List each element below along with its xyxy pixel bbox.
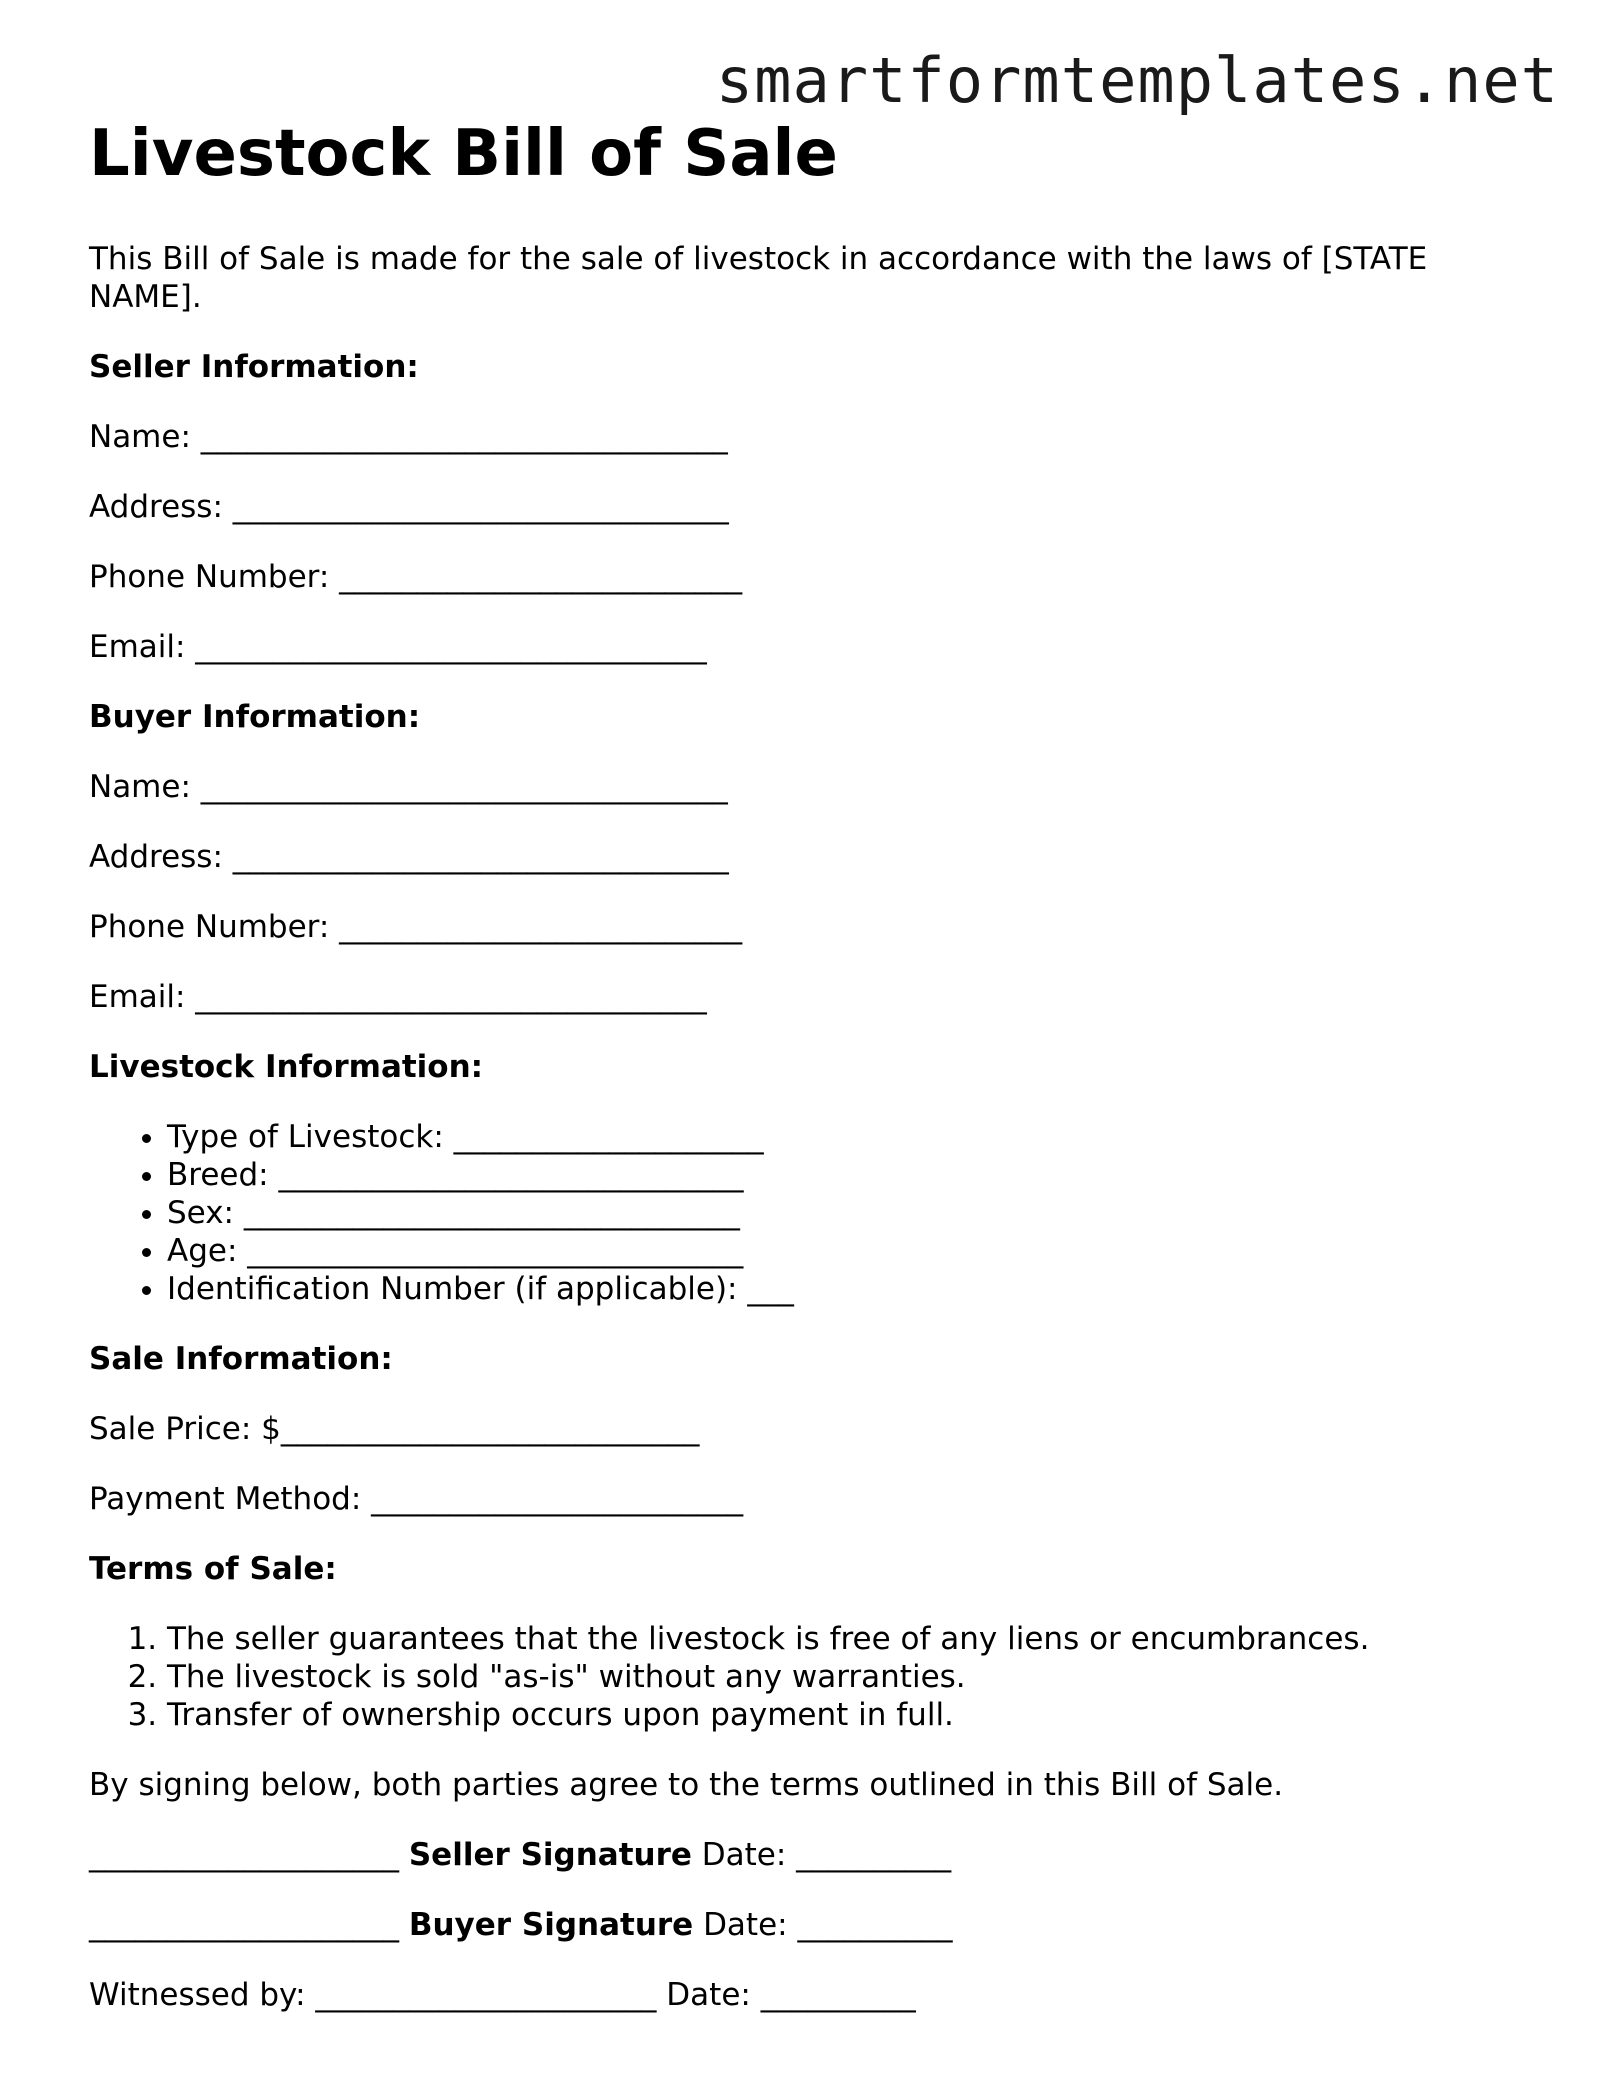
terms-heading: Terms of Sale:	[89, 1551, 337, 1587]
buyer-signature-blank[interactable]: ____________________	[89, 1907, 399, 1943]
seller-date-field[interactable]: Date: __________	[701, 1837, 952, 1873]
terms-list	[89, 1620, 1539, 1734]
livestock-type-field[interactable]: • Type of Livestock: ____________________	[167, 1118, 1539, 1156]
seller-email-field[interactable]: Email: _________________________________	[89, 629, 707, 665]
agreement-paragraph: By signing below, both parties agree to the terms outlined in this Bill of Sale.	[89, 1767, 1284, 1803]
seller-signature-row	[89, 1836, 1539, 1874]
seller-heading: Seller Information:	[89, 349, 419, 385]
livestock-age-field[interactable]: • Age: ________________________________	[167, 1232, 1539, 1270]
livestock-list	[89, 1118, 1539, 1308]
intro-paragraph: This Bill of Sale is made for the sale of livestock in accordance with the laws of [STATE NAME].	[89, 241, 1428, 315]
witness-date-field[interactable]: Date: __________	[666, 1977, 916, 2013]
buyer-address-field[interactable]: Address: ________________________________	[89, 839, 729, 875]
sale-heading: Sale Information:	[89, 1341, 393, 1377]
seller-signature-label: Seller Signature	[408, 1837, 692, 1873]
livestock-breed-field[interactable]: • Breed: ______________________________	[167, 1156, 1539, 1194]
buyer-date-field[interactable]: Date: __________	[703, 1907, 953, 1943]
livestock-id-field[interactable]: • Identification Number (if applicable): ___	[167, 1270, 1539, 1308]
seller-signature-blank[interactable]: ____________________	[89, 1837, 399, 1873]
livestock-heading: Livestock Information:	[89, 1049, 484, 1085]
buyer-email-field[interactable]: Email: _________________________________	[89, 979, 707, 1015]
buyer-heading: Buyer Information:	[89, 699, 421, 735]
livestock-sex-field[interactable]: • Sex: ________________________________	[167, 1194, 1539, 1232]
witness-row	[89, 1976, 1539, 2014]
seller-address-field[interactable]: Address: ________________________________	[89, 489, 729, 525]
payment-method-field[interactable]: Payment Method: ________________________	[89, 1481, 744, 1517]
seller-name-field[interactable]: Name: __________________________________	[89, 419, 728, 455]
terms-item: 1. The seller guarantees that the livestock is free of any liens or encumbrances.	[167, 1620, 1539, 1658]
buyer-name-field[interactable]: Name: __________________________________	[89, 769, 728, 805]
site-watermark: smartformtemplates.net	[715, 44, 1559, 117]
witness-field[interactable]: Witnessed by: ______________________	[89, 1977, 657, 2013]
terms-item: 2. The livestock is sold "as-is" without any warranties.	[167, 1658, 1539, 1696]
document-page	[89, 112, 1539, 2046]
buyer-signature-label: Buyer Signature	[408, 1907, 694, 1943]
seller-phone-field[interactable]: Phone Number: __________________________	[89, 559, 743, 595]
buyer-phone-field[interactable]: Phone Number: __________________________	[89, 909, 743, 945]
buyer-signature-row	[89, 1906, 1539, 1944]
document-title: Livestock Bill of Sale	[89, 117, 838, 191]
terms-item: 3. Transfer of ownership occurs upon payment in full.	[167, 1696, 1539, 1734]
sale-price-field[interactable]: Sale Price: $___________________________	[89, 1411, 700, 1447]
